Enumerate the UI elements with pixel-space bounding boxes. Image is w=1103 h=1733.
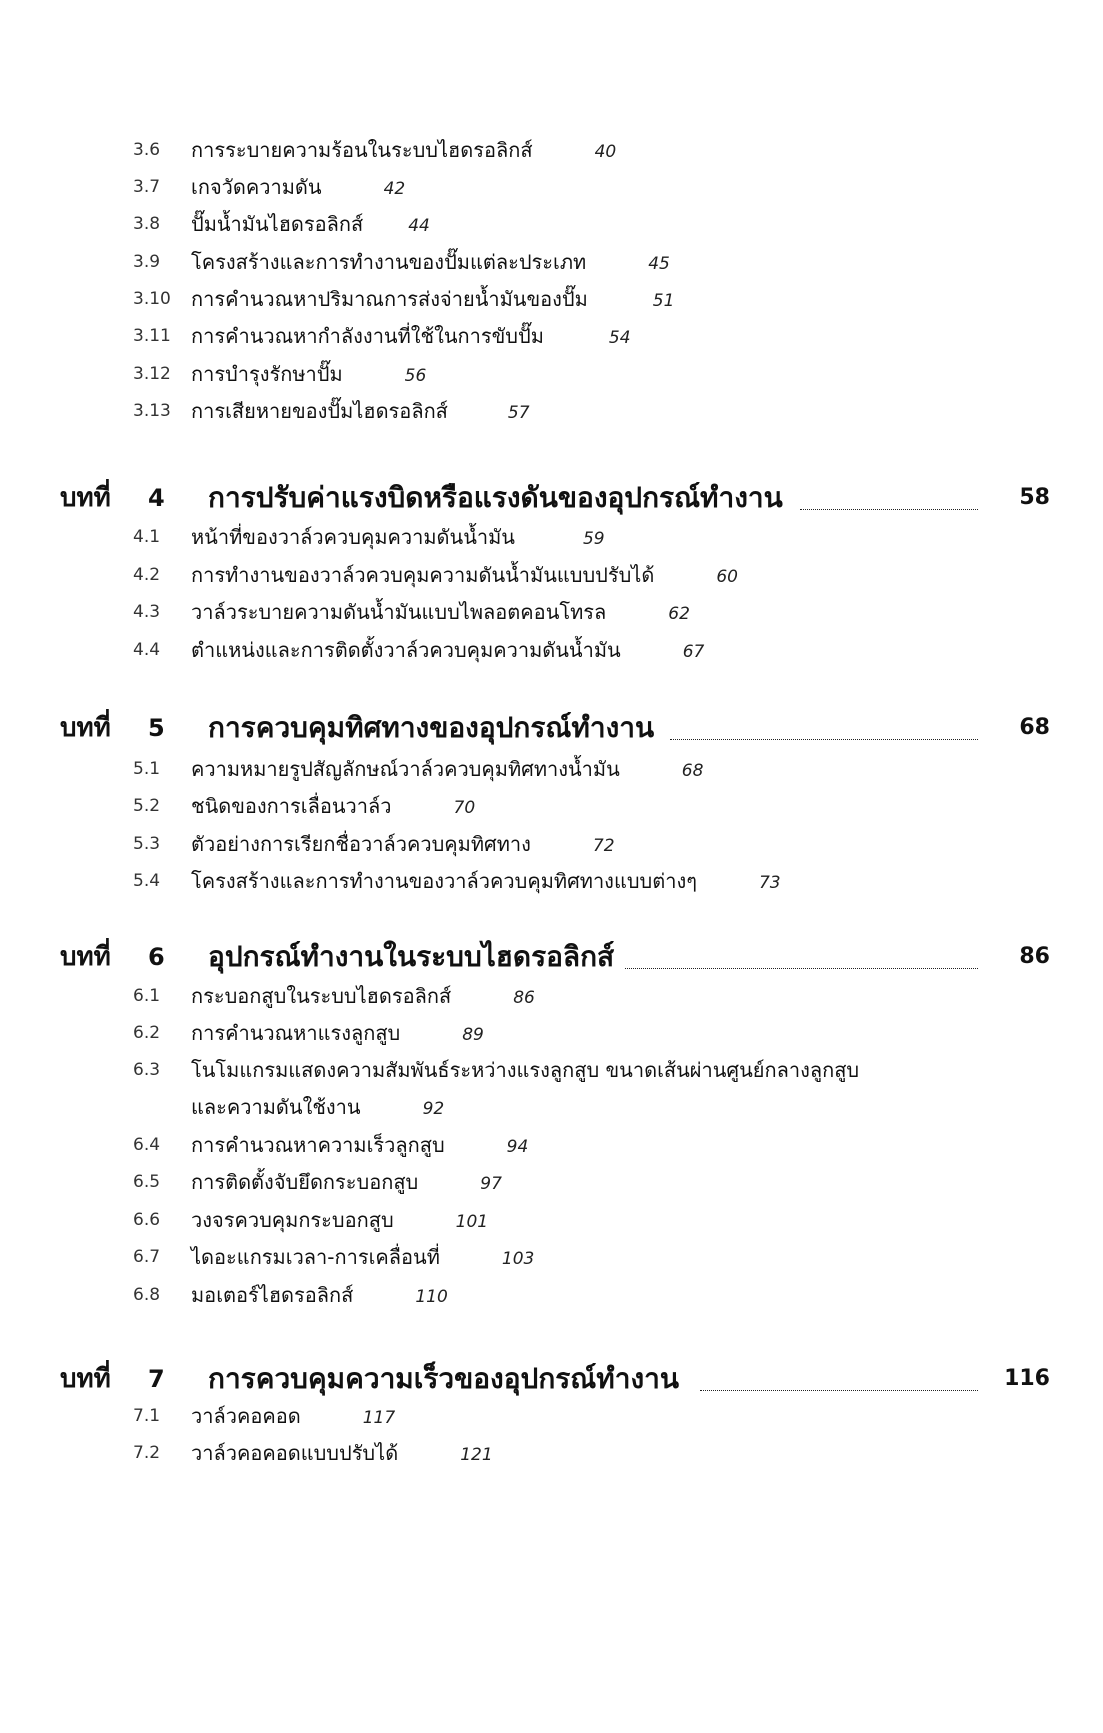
dot-leader bbox=[700, 1390, 978, 1391]
chapter-heading[interactable] bbox=[60, 705, 1050, 751]
section-page: 54 bbox=[608, 328, 631, 348]
section-number: 6.4 bbox=[133, 1135, 161, 1155]
chapter-title: การควบคุมความเร็วของอุปกรณ์ทำงาน bbox=[208, 1362, 679, 1395]
section-number: 4.4 bbox=[133, 640, 161, 660]
section-title: การคำนวณหากำลังงานที่ใช้ในการขับปั๊ม 54 bbox=[191, 324, 631, 348]
section-page: 67 bbox=[682, 642, 705, 662]
section-title: ไดอะแกรมเวลา-การเคลื่อนที่ 103 bbox=[191, 1245, 535, 1269]
section-title: หน้าที่ของวาล์วควบคุมความดันน้ำมัน 59 bbox=[191, 525, 605, 549]
section-number: 6.8 bbox=[133, 1285, 161, 1305]
chapter-word: บทที่ bbox=[60, 713, 111, 743]
section-number: 3.9 bbox=[133, 252, 161, 272]
section-number: 4.1 bbox=[133, 527, 161, 547]
section-title: การคำนวณหาปริมาณการส่งจ่ายน้ำมันของปั๊ม 51 bbox=[191, 287, 675, 311]
section-page: 56 bbox=[404, 366, 427, 386]
section-number: 3.10 bbox=[133, 289, 171, 309]
section-number: 5.2 bbox=[133, 796, 161, 816]
section-page: 59 bbox=[582, 529, 605, 549]
section-title: การเสียหายของปั๊มไฮดรอลิกส์ 57 bbox=[191, 399, 530, 423]
dot-leader bbox=[670, 739, 978, 740]
section-page: 86 bbox=[513, 988, 535, 1008]
section-page: 94 bbox=[506, 1137, 529, 1157]
section-title: มอเตอร์ไฮดรอลิกส์ 110 bbox=[191, 1283, 448, 1307]
section-number: 6.1 bbox=[133, 986, 161, 1006]
section-title: วงจรควบคุมกระบอกสูบ 101 bbox=[191, 1208, 489, 1232]
section-number: 3.6 bbox=[133, 140, 161, 160]
section-page: 68 bbox=[681, 761, 704, 781]
section-number: 5.4 bbox=[133, 871, 161, 891]
section-page: 97 bbox=[480, 1174, 502, 1194]
section-title: การติดตั้งจับยึดกระบอกสูบ 97 bbox=[191, 1170, 502, 1194]
section-title: โครงสร้างและการทำงานของปั๊มแต่ละประเภท 45 bbox=[191, 250, 670, 274]
section-title: โนโมแกรมแสดงความสัมพันธ์ระหว่างแรงลูกสูบ ขนาดเส้นผ่านศูนย์กลางลูกสูบ bbox=[191, 1058, 860, 1082]
section-page: 121 bbox=[460, 1445, 493, 1465]
section-title: ตำแหน่งและการติดตั้งวาล์วควบคุมความดันน้ำมัน 67 bbox=[191, 638, 705, 662]
section-page: 60 bbox=[716, 567, 738, 587]
dot-leader bbox=[625, 968, 978, 969]
section-title: ความหมายรูปสัญลักษณ์วาล์วควบคุมทิศทางน้ำมัน 68 bbox=[191, 757, 704, 781]
section-page: 57 bbox=[507, 403, 530, 423]
chapter-title: อุปกรณ์ทำงานในระบบไฮดรอลิกส์ bbox=[208, 940, 615, 973]
chapter-word: บทที่ bbox=[60, 483, 111, 513]
chapter-number: 5 bbox=[148, 714, 165, 742]
section-page: 62 bbox=[668, 604, 690, 624]
chapter-page: 58 bbox=[1019, 485, 1050, 510]
section-title: วาล์วคอคอดแบบปรับได้ 121 bbox=[191, 1441, 493, 1465]
chapter-page: 68 bbox=[1019, 715, 1050, 740]
section-page: 117 bbox=[362, 1408, 396, 1428]
section-title: กระบอกสูบในระบบไฮดรอลิกส์ 86 bbox=[191, 984, 535, 1008]
chapter-word: บทที่ bbox=[60, 942, 111, 972]
section-title: เกจวัดความดัน 42 bbox=[191, 175, 406, 199]
dot-leader bbox=[800, 509, 978, 510]
section-page: 101 bbox=[455, 1212, 489, 1232]
section-page: 42 bbox=[383, 179, 406, 199]
section-number: 3.8 bbox=[133, 214, 161, 234]
section-page: 89 bbox=[462, 1025, 484, 1045]
section-number: 6.3 bbox=[133, 1060, 161, 1080]
chapter-number: 7 bbox=[148, 1365, 165, 1393]
section-page: 72 bbox=[592, 836, 615, 856]
section-number: 6.7 bbox=[133, 1247, 161, 1267]
chapter-page: 86 bbox=[1019, 944, 1050, 969]
section-page: 110 bbox=[415, 1287, 448, 1307]
section-number: 3.12 bbox=[133, 364, 171, 384]
section-number: 5.3 bbox=[133, 834, 161, 854]
section-page: 40 bbox=[594, 142, 617, 162]
section-title: การทำงานของวาล์วควบคุมความดันน้ำมันแบบปรับได้ 60 bbox=[191, 563, 738, 587]
chapter-page: 116 bbox=[1004, 1366, 1050, 1391]
section-number: 4.3 bbox=[133, 602, 161, 622]
section-number: 3.13 bbox=[133, 401, 171, 421]
section-number: 5.1 bbox=[133, 759, 161, 779]
chapter-number: 4 bbox=[148, 484, 165, 512]
section-title-continuation: และความดันใช้งาน 92 bbox=[191, 1095, 445, 1119]
section-title: การบำรุงรักษาปั๊ม 56 bbox=[191, 362, 427, 386]
section-number: 4.2 bbox=[133, 565, 161, 585]
section-page: 44 bbox=[408, 216, 430, 236]
section-number: 6.5 bbox=[133, 1172, 161, 1192]
chapter-title: การควบคุมทิศทางของอุปกรณ์ทำงาน bbox=[208, 711, 655, 744]
section-title: วาล์วคอคอด 117 bbox=[191, 1404, 396, 1428]
chapter-heading[interactable] bbox=[60, 475, 1050, 521]
section-title: วาล์วระบายความดันน้ำมันแบบไพลอตคอนโทรล 62 bbox=[191, 600, 690, 624]
chapter-title: การปรับค่าแรงบิดหรือแรงดันของอุปกรณ์ทำงาน bbox=[208, 481, 783, 514]
section-number: 3.11 bbox=[133, 326, 171, 346]
section-number: 6.2 bbox=[133, 1023, 161, 1043]
chapter-heading[interactable] bbox=[60, 934, 1050, 980]
section-page: 45 bbox=[648, 254, 670, 274]
section-number: 3.7 bbox=[133, 177, 161, 197]
chapter-word: บทที่ bbox=[60, 1364, 111, 1394]
section-title: การคำนวณหาความเร็วลูกสูบ 94 bbox=[191, 1133, 529, 1157]
section-page: 103 bbox=[501, 1249, 535, 1269]
chapter-number: 6 bbox=[148, 943, 165, 971]
section-title: การระบายความร้อนในระบบไฮดรอลิกส์ 40 bbox=[191, 138, 617, 162]
section-page: 51 bbox=[652, 291, 675, 311]
section-page: 73 bbox=[758, 873, 781, 893]
section-title: ชนิดของการเลื่อนวาล์ว 70 bbox=[191, 794, 476, 818]
section-page: 92 bbox=[422, 1099, 445, 1119]
section-number: 6.6 bbox=[133, 1210, 161, 1230]
section-number: 7.2 bbox=[133, 1443, 161, 1463]
section-number: 7.1 bbox=[133, 1406, 161, 1426]
section-title: ปั๊มน้ำมันไฮดรอลิกส์ 44 bbox=[191, 212, 430, 236]
section-title: โครงสร้างและการทำงานของวาล์วควบคุมทิศทางแบบต่างๆ 73 bbox=[191, 869, 781, 893]
section-title: การคำนวณหาแรงลูกสูบ 89 bbox=[191, 1021, 484, 1045]
chapter-heading[interactable] bbox=[60, 1356, 1050, 1402]
section-page: 70 bbox=[453, 798, 476, 818]
section-title: ตัวอย่างการเรียกชื่อวาล์วควบคุมทิศทาง 72 bbox=[191, 832, 615, 856]
